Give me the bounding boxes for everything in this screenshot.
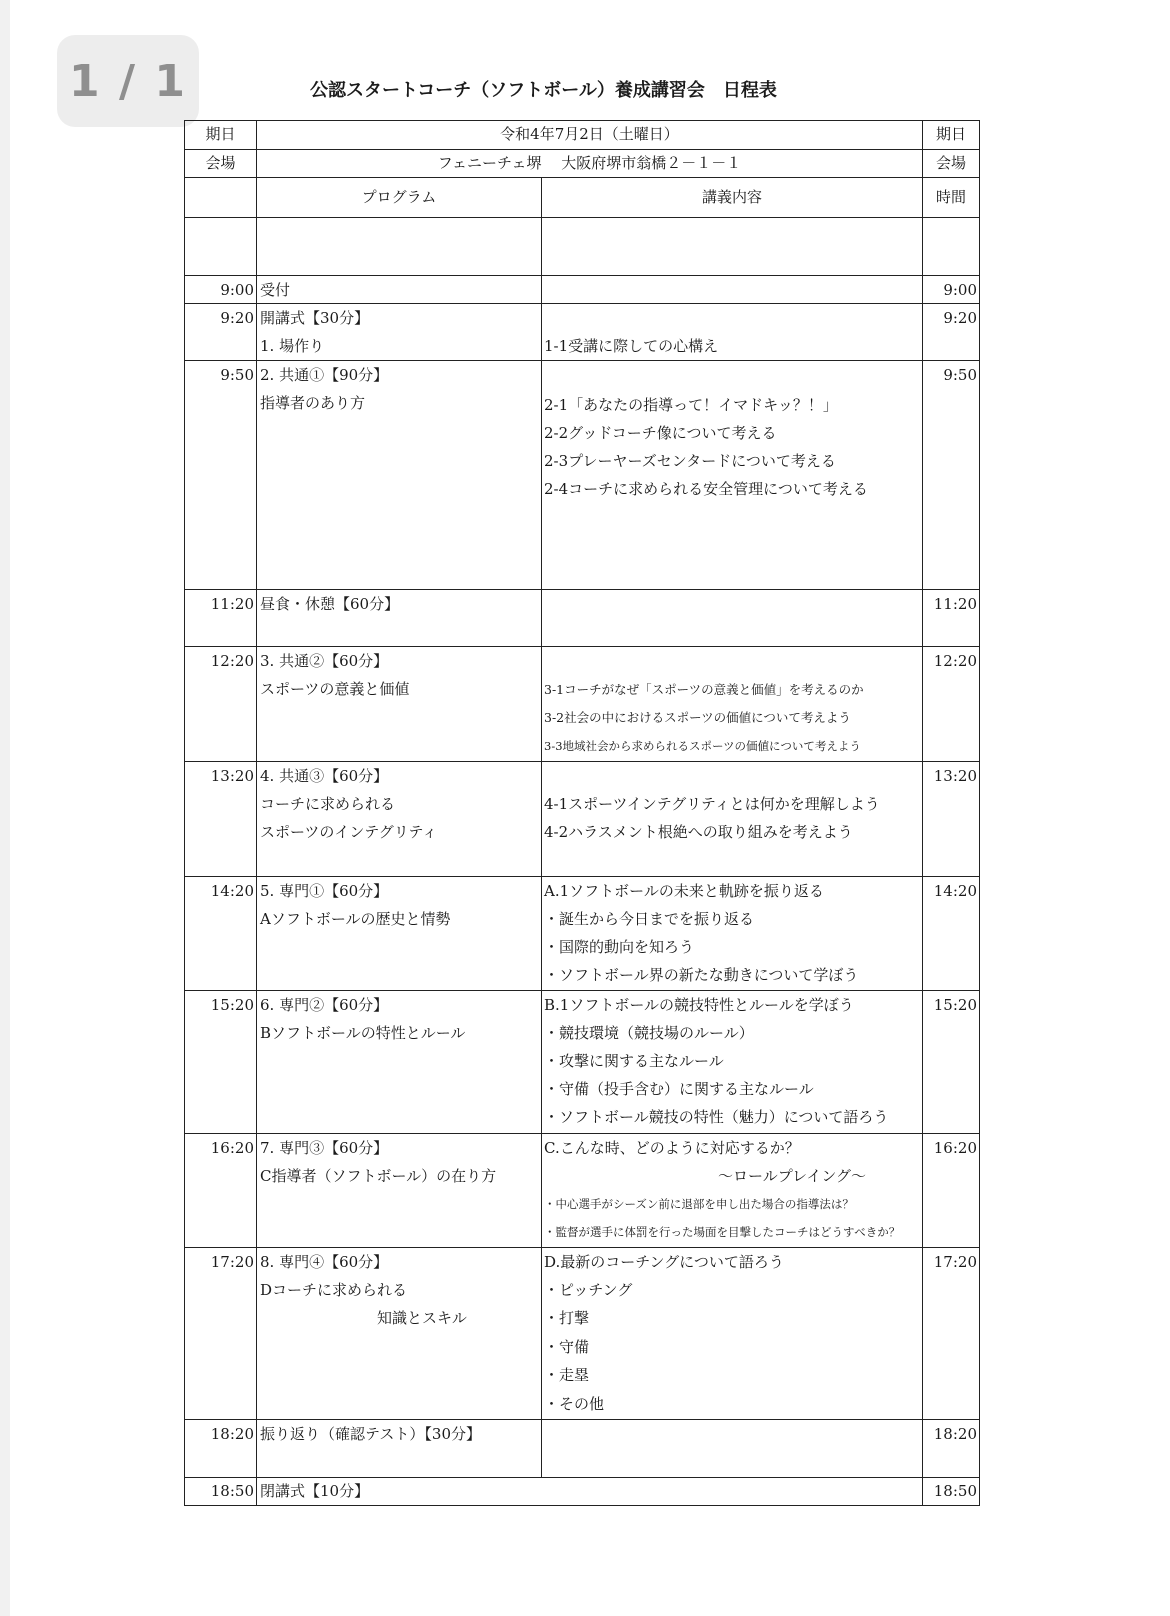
row-time-right: 13:20	[933, 767, 977, 785]
content-line: ・ピッチング	[544, 1281, 633, 1299]
row-time-right: 14:20	[933, 882, 977, 900]
program-line: 5. 専門①【60分】	[260, 882, 389, 900]
row-time: 14:20	[210, 882, 254, 900]
content-line: 2-1「あなたの指導って！イマドキッ？！」	[544, 396, 838, 414]
program-line: 2. 共通①【90分】	[260, 366, 389, 384]
row-time: 15:20	[210, 996, 254, 1014]
content-line: ・その他	[544, 1395, 605, 1413]
date-value: 令和4年7月2日（土曜日）	[500, 125, 679, 143]
program-line: 開講式【30分】	[260, 309, 370, 327]
row-time: 11:20	[210, 595, 254, 613]
program-line: 振り返り（確認テスト）【30分】	[260, 1425, 481, 1443]
venue-label: 会場	[205, 154, 236, 172]
program-line: 1. 場作り	[260, 337, 325, 355]
row-time: 12:20	[210, 652, 254, 670]
row-time: 18:20	[210, 1425, 254, 1443]
row-time-right: 9:00	[943, 281, 977, 299]
row-time: 9:20	[220, 309, 254, 327]
content-line: ・中心選手がシーズン前に退部を申し出た場合の指導法は？	[544, 1197, 854, 1211]
program-line: 8. 専門④【60分】	[260, 1253, 389, 1271]
program-line: 3. 共通②【60分】	[260, 652, 389, 670]
content-line: ・監督が選手に体罰を行った場面を目撃したコーチはどうすべきか？	[544, 1225, 901, 1239]
content-line: ・ソフトボール競技の特性（魅力）について語ろう	[544, 1108, 889, 1126]
row-time-right: 11:20	[933, 595, 977, 613]
content-line: ・守備	[544, 1338, 590, 1356]
row-time-right: 15:20	[933, 996, 977, 1014]
row-time-right: 9:50	[943, 366, 977, 384]
content-line: ・競技環境（競技場のルール）	[544, 1024, 754, 1042]
program-line: 閉講式【10分】	[260, 1482, 370, 1500]
content-line: 4-2ハラスメント根絶への取り組みを考えよう	[544, 823, 853, 841]
row-time-right: 18:20	[933, 1425, 977, 1443]
program-line: 昼食・休憩【60分】	[260, 595, 400, 613]
program-line: Aソフトボールの歴史と情勢	[260, 910, 451, 928]
date-label-right: 期日	[935, 125, 966, 143]
program-line: 4. 共通③【60分】	[260, 767, 389, 785]
content-line: A.1ソフトボールの未来と軌跡を振り返る	[544, 882, 824, 900]
program-line: 知識とスキル	[377, 1309, 467, 1327]
row-time: 13:20	[210, 767, 254, 785]
row-time-right: 9:20	[943, 309, 977, 327]
row-time: 16:20	[210, 1139, 254, 1157]
content-line: D.最新のコーチングについて語ろう	[544, 1253, 784, 1271]
row-time: 9:50	[220, 366, 254, 384]
content-line: C.こんな時、どのように対応するか？	[544, 1139, 800, 1157]
content-line: ・走塁	[544, 1366, 590, 1384]
row-time-right: 18:50	[933, 1482, 977, 1500]
program-line: 6. 専門②【60分】	[260, 996, 389, 1014]
program-line: 指導者のあり方	[260, 394, 366, 412]
content-line: ・攻撃に関する主なルール	[544, 1052, 724, 1070]
program-line: スポーツの意義と価値	[260, 680, 410, 698]
content-line: 3-3地域社会から求められるスポーツの価値について考えよう	[544, 739, 861, 753]
content-line: ・打撃	[544, 1309, 590, 1327]
content-line: B.1ソフトボールの競技特性とルールを学ぼう	[544, 996, 854, 1014]
program-line: C指導者（ソフトボール）の在り方	[260, 1167, 497, 1185]
content-line: 1-1受講に際しての心構え	[544, 337, 719, 355]
row-time: 17:20	[210, 1253, 254, 1271]
row-time-right: 16:20	[933, 1139, 977, 1157]
program-line: 受付	[260, 281, 291, 299]
content-line: 3-1コーチがなぜ「スポーツの意義と価値」を考えるのか	[544, 682, 864, 697]
content-line: ～ロールプレイング～	[718, 1167, 867, 1185]
content-line: ・ソフトボール界の新たな動きについて学ぼう	[544, 966, 859, 984]
venue-label-right: 会場	[935, 154, 966, 172]
content-line: ・国際的動向を知ろう	[544, 938, 695, 956]
content-line: ・誕生から今日までを振り返る	[544, 910, 755, 928]
col-time-header: 時間	[935, 188, 966, 206]
content-line: 2-4コーチに求められる安全管理について考える	[544, 480, 868, 498]
program-line: 7. 専門③【60分】	[260, 1139, 389, 1157]
venue-value: フェニーチェ堺 大阪府堺市翁橋２－１－１	[437, 154, 742, 172]
content-line: 2-3プレーヤーズセンタードについて考える	[544, 452, 836, 470]
content-line: 4-1スポーツインテグリティとは何かを理解しよう	[544, 795, 880, 813]
program-line: Dコーチに求められる	[260, 1281, 408, 1299]
row-time: 9:00	[220, 281, 254, 299]
page-indicator: 1 / 1	[57, 35, 199, 127]
content-line: 2-2グッドコーチ像について考える	[544, 424, 777, 442]
row-time: 18:50	[210, 1482, 254, 1500]
content-line: 3-2社会の中におけるスポーツの価値について考えよう	[544, 710, 851, 725]
date-label: 期日	[205, 125, 236, 143]
program-line: コーチに求められる	[260, 795, 396, 813]
row-time-right: 12:20	[933, 652, 977, 670]
program-line: Bソフトボールの特性とルール	[260, 1024, 466, 1042]
row-time-right: 17:20	[933, 1253, 977, 1271]
col-program-header: プログラム	[361, 188, 437, 206]
col-content-header: 講義内容	[701, 188, 762, 206]
document-title: 公認スタートコーチ（ソフトボール）養成講習会 日程表	[310, 80, 777, 101]
content-line: ・守備（投手含む）に関する主なルール	[544, 1080, 814, 1098]
program-line: スポーツのインテグリティ	[260, 823, 438, 841]
